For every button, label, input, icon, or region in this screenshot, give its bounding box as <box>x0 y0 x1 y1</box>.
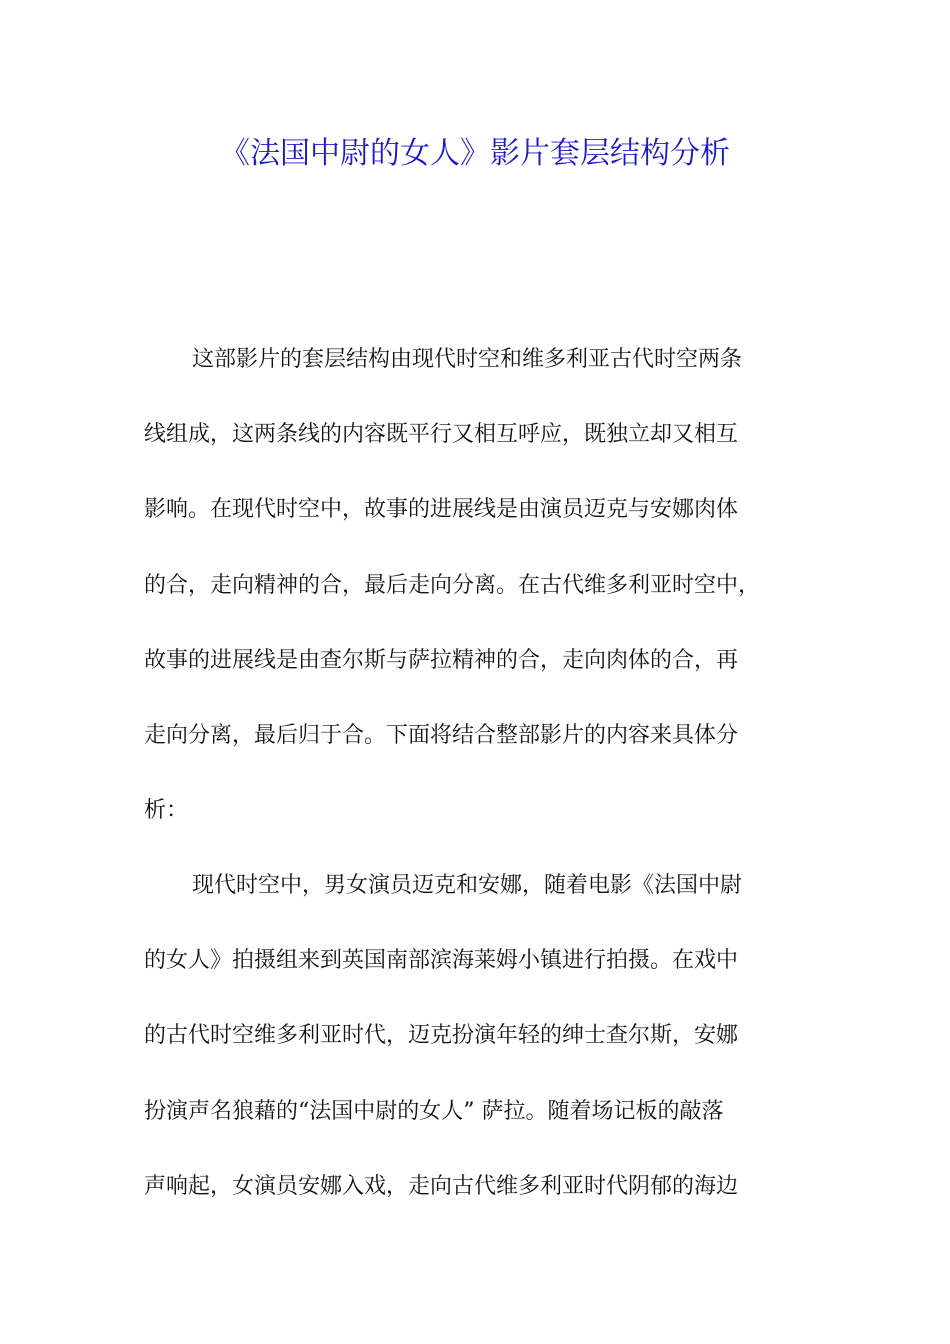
paragraph-line: 声响起，女演员安娜入戏，走向古代维多利亚时代阴郁的海边 <box>144 1173 739 1199</box>
paragraph-1 <box>144 322 816 848</box>
paragraph-line: 扮演声名狼藉的“法国中尉的女人” 萨拉。随着场记板的敲落 <box>144 1098 724 1124</box>
paragraph-line: 析： <box>144 798 189 824</box>
paragraph-line: 的古代时空维多利亚时代，迈克扮演年轻的绅士查尔斯，安娜 <box>144 1023 739 1049</box>
paragraph-line: 的合，走向精神的合，最后走向分离。在古代维多利亚时空中， <box>144 572 761 598</box>
paragraph-line: 故事的进展线是由查尔斯与萨拉精神的合，走向肉体的合，再 <box>144 647 739 673</box>
paragraph-line: 这部影片的套层结构由现代时空和维多利亚古代时空两条 <box>192 347 743 372</box>
paragraph-line: 现代时空中，男女演员迈克和安娜，随着电影《法国中尉 <box>192 873 743 898</box>
paragraph-2 <box>144 848 816 1224</box>
paragraph-line: 线组成，这两条线的内容既平行又相互呼应，既独立却又相互 <box>144 422 739 448</box>
paragraph-line: 走向分离，最后归于合。下面将结合整部影片的内容来具体分 <box>144 722 739 748</box>
document-title: 《法国中尉的女人》影片套层结构分析 <box>220 136 730 171</box>
paragraph-line: 影响。在现代时空中，故事的进展线是由演员迈克与安娜肉体 <box>144 497 739 523</box>
paragraph-line: 的女人》拍摄组来到英国南部滨海莱姆小镇进行拍摄。在戏中 <box>144 948 739 974</box>
